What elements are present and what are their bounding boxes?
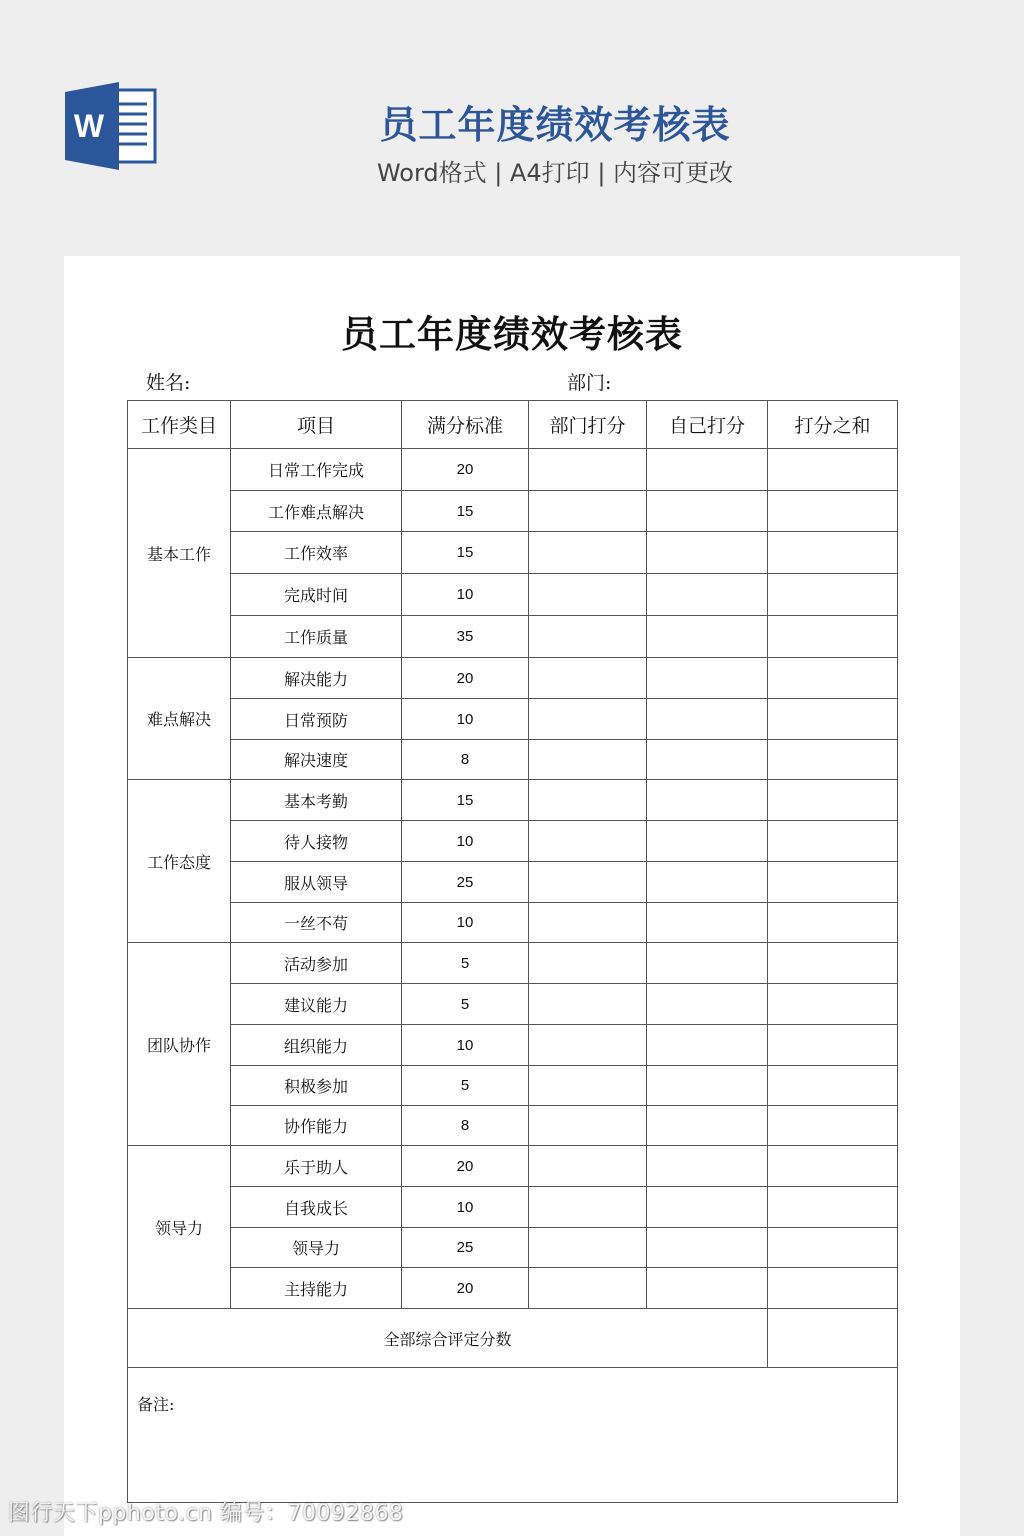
full-score-cell: 15 [402, 491, 529, 532]
item-cell: 完成时间 [231, 574, 402, 616]
sum-score-cell[interactable] [768, 699, 898, 740]
table-row [128, 1268, 898, 1309]
full-score-cell: 10 [402, 699, 529, 740]
sum-score-cell[interactable] [768, 532, 898, 574]
table-row [128, 903, 898, 943]
self-score-cell[interactable] [647, 821, 768, 862]
table-row [128, 943, 898, 984]
full-score-cell: 10 [402, 1187, 529, 1228]
table-row [128, 740, 898, 780]
table-row [128, 1066, 898, 1106]
category-cell: 难点解决 [128, 658, 231, 780]
item-cell: 日常工作完成 [231, 449, 402, 491]
dept-score-cell[interactable] [529, 658, 647, 699]
remark-cell[interactable]: 备注: [128, 1368, 898, 1503]
self-score-cell[interactable] [647, 1228, 768, 1268]
total-score-cell[interactable] [768, 1309, 898, 1368]
full-score-cell: 10 [402, 821, 529, 862]
dept-score-cell[interactable] [529, 1268, 647, 1309]
sum-score-cell[interactable] [768, 491, 898, 532]
dept-score-cell[interactable] [529, 1025, 647, 1066]
item-cell: 待人接物 [231, 821, 402, 862]
table-row [128, 862, 898, 903]
self-score-cell[interactable] [647, 984, 768, 1025]
full-score-cell: 25 [402, 862, 529, 903]
item-cell: 服从领导 [231, 862, 402, 903]
self-score-cell[interactable] [647, 699, 768, 740]
dept-score-cell[interactable] [529, 1228, 647, 1268]
item-cell: 工作质量 [231, 616, 402, 658]
item-cell: 主持能力 [231, 1268, 402, 1309]
full-score-cell: 10 [402, 903, 529, 943]
self-score-cell[interactable] [647, 574, 768, 616]
full-score-cell: 15 [402, 780, 529, 821]
self-score-cell[interactable] [647, 740, 768, 780]
dept-score-cell[interactable] [529, 449, 647, 491]
table-row [128, 532, 898, 574]
full-score-cell: 35 [402, 616, 529, 658]
self-score-cell[interactable] [647, 862, 768, 903]
item-cell: 协作能力 [231, 1106, 402, 1146]
svg-text:W: W [73, 108, 105, 144]
table-row [128, 616, 898, 658]
sum-score-cell[interactable] [768, 1106, 898, 1146]
table-row [128, 1146, 898, 1187]
self-score-cell[interactable] [647, 1146, 768, 1187]
sum-score-cell[interactable] [768, 449, 898, 491]
sum-score-cell[interactable] [768, 1066, 898, 1106]
word-icon [65, 82, 157, 170]
sum-score-cell[interactable] [768, 862, 898, 903]
table-body [128, 449, 898, 1503]
table-row [128, 1025, 898, 1066]
category-cell: 基本工作 [128, 449, 231, 658]
dept-score-cell[interactable] [529, 574, 647, 616]
full-score-cell: 5 [402, 984, 529, 1025]
item-cell: 乐于助人 [231, 1146, 402, 1187]
sum-score-cell[interactable] [768, 943, 898, 984]
item-cell: 解决能力 [231, 658, 402, 699]
table-row [128, 491, 898, 532]
table-row [128, 821, 898, 862]
banner-title: 员工年度绩效考核表 [379, 103, 731, 147]
full-score-cell: 20 [402, 658, 529, 699]
self-score-cell[interactable] [647, 1187, 768, 1228]
sum-score-cell[interactable] [768, 1187, 898, 1228]
dept-score-cell[interactable] [529, 1187, 647, 1228]
header-item: 项目 [231, 401, 402, 449]
sum-score-cell[interactable] [768, 574, 898, 616]
dept-score-cell[interactable] [529, 699, 647, 740]
item-cell: 工作难点解决 [231, 491, 402, 532]
sum-score-cell[interactable] [768, 903, 898, 943]
evaluation-table [127, 400, 898, 1503]
dept-score-cell[interactable] [529, 1146, 647, 1187]
category-cell: 团队协作 [128, 943, 231, 1146]
document-title: 员工年度绩效考核表 [341, 312, 683, 356]
dept-score-cell[interactable] [529, 862, 647, 903]
item-cell: 活动参加 [231, 943, 402, 984]
category-cell: 工作态度 [128, 780, 231, 943]
item-cell: 建议能力 [231, 984, 402, 1025]
table-row [128, 699, 898, 740]
header-full-score: 满分标准 [402, 401, 529, 449]
self-score-cell[interactable] [647, 616, 768, 658]
total-label: 全部综合评定分数 [128, 1309, 768, 1368]
sum-score-cell[interactable] [768, 821, 898, 862]
table-row [128, 658, 898, 699]
sum-score-cell[interactable] [768, 984, 898, 1025]
document-page [64, 256, 960, 1536]
header-self-score: 自己打分 [647, 401, 768, 449]
full-score-cell: 10 [402, 574, 529, 616]
table-row [128, 1187, 898, 1228]
watermark-text: 图行天下pphoto.cn 编号：70092868 [8, 1501, 404, 1526]
dept-score-cell[interactable] [529, 943, 647, 984]
full-score-cell: 5 [402, 943, 529, 984]
sum-score-cell[interactable] [768, 780, 898, 821]
item-cell: 解决速度 [231, 740, 402, 780]
header-category: 工作类目 [128, 401, 231, 449]
total-row [128, 1309, 898, 1368]
item-cell: 基本考勤 [231, 780, 402, 821]
full-score-cell: 15 [402, 532, 529, 574]
sum-score-cell[interactable] [768, 740, 898, 780]
self-score-cell[interactable] [647, 449, 768, 491]
banner-subtitle: Word格式 | A4打印 | 内容可更改 [376, 159, 734, 187]
table-row [128, 780, 898, 821]
dept-score-cell[interactable] [529, 984, 647, 1025]
full-score-cell: 8 [402, 740, 529, 780]
dept-score-cell[interactable] [529, 491, 647, 532]
item-cell: 一丝不苟 [231, 903, 402, 943]
table-row [128, 574, 898, 616]
dept-score-cell[interactable] [529, 1066, 647, 1106]
table-row [128, 1228, 898, 1268]
dept-score-cell[interactable] [529, 821, 647, 862]
item-cell: 组织能力 [231, 1025, 402, 1066]
sum-score-cell[interactable] [768, 658, 898, 699]
item-cell: 领导力 [231, 1228, 402, 1268]
remark-row [128, 1368, 898, 1503]
table-row [128, 1106, 898, 1146]
sum-score-cell[interactable] [768, 1268, 898, 1309]
self-score-cell[interactable] [647, 532, 768, 574]
dept-score-cell[interactable] [529, 616, 647, 658]
sum-score-cell[interactable] [768, 616, 898, 658]
sum-score-cell[interactable] [768, 1146, 898, 1187]
full-score-cell: 8 [402, 1106, 529, 1146]
self-score-cell[interactable] [647, 1066, 768, 1106]
full-score-cell: 20 [402, 449, 529, 491]
self-score-cell[interactable] [647, 1025, 768, 1066]
self-score-cell[interactable] [647, 491, 768, 532]
full-score-cell: 10 [402, 1025, 529, 1066]
full-score-cell: 20 [402, 1146, 529, 1187]
full-score-cell: 25 [402, 1228, 529, 1268]
sum-score-cell[interactable] [768, 1025, 898, 1066]
item-cell: 积极参加 [231, 1066, 402, 1106]
header-sum-score: 打分之和 [768, 401, 898, 449]
dept-score-cell[interactable] [529, 903, 647, 943]
item-cell: 工作效率 [231, 532, 402, 574]
dept-score-cell[interactable] [529, 1106, 647, 1146]
header-dept-score: 部门打分 [529, 401, 647, 449]
self-score-cell[interactable] [647, 1268, 768, 1309]
table-row [128, 984, 898, 1025]
full-score-cell: 5 [402, 1066, 529, 1106]
category-cell: 领导力 [128, 1146, 231, 1309]
dept-score-cell[interactable] [529, 740, 647, 780]
dept-score-cell[interactable] [529, 532, 647, 574]
dept-score-cell[interactable] [529, 780, 647, 821]
full-score-cell: 20 [402, 1268, 529, 1309]
self-score-cell[interactable] [647, 658, 768, 699]
table-row [128, 449, 898, 491]
item-cell: 日常预防 [231, 699, 402, 740]
self-score-cell[interactable] [647, 903, 768, 943]
item-cell: 自我成长 [231, 1187, 402, 1228]
self-score-cell[interactable] [647, 780, 768, 821]
self-score-cell[interactable] [647, 943, 768, 984]
sum-score-cell[interactable] [768, 1228, 898, 1268]
self-score-cell[interactable] [647, 1106, 768, 1146]
table-header-row [128, 401, 898, 449]
department-label: 部门: [567, 372, 612, 394]
name-label: 姓名: [146, 372, 191, 394]
